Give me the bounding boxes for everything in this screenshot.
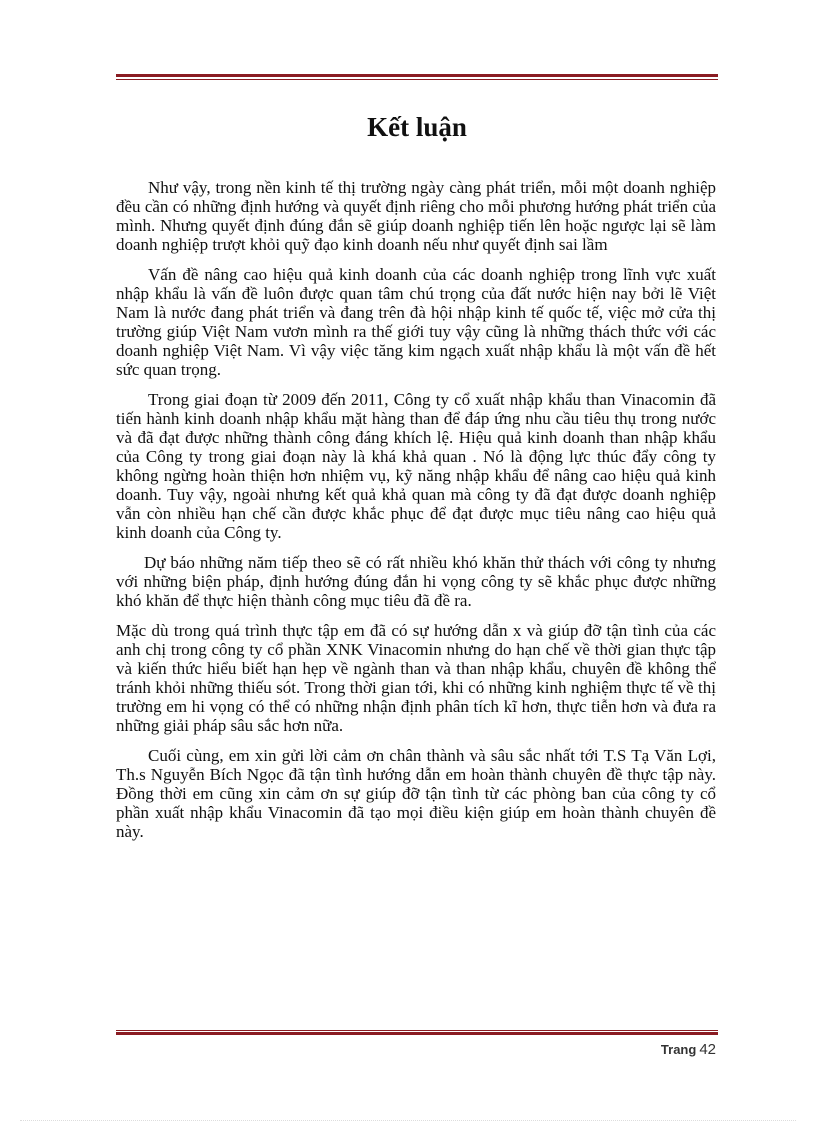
page-label: Trang [660, 1042, 697, 1057]
footer-rule-thin-line [116, 1030, 718, 1031]
paragraph-5: Mặc dù trong quá trình thực tập em đã có sự hướng dẫn x và giúp đỡ tận tình của các anh chị trong công ty cổ phần XNK Vinacomin nhưng do hạn chế về thời gian thực tập và kiến thức hiểu biết hạn hẹp về ngành than và than nhập khẩu, chuyên đề không thể tránh khỏi những thiếu sót. Trong thời gian tới, khi có những kinh nghiệm thực tế về thị trường em hi vọng có thể có những nhận định phân tích kĩ hơn, thực tiễn hơn và đưa ra những giải pháp sâu sắc hơn nữa. [116, 621, 716, 735]
paragraph-3: Trong giai đoạn từ 2009 đến 2011, Công ty cổ xuất nhập khẩu than Vinacomin đã tiến hành kinh doanh nhập khẩu mặt hàng than để đáp ứng nhu cầu tiêu thụ trong nước và đã đạt được những thành công đáng khích lệ. Hiệu quả kinh doanh than nhập khẩu của Công ty trong giai đoạn này là khá khả quan . Nó là động lực thúc đẩy công ty không ngừng hoàn thiện hơn nhiệm vụ, kỹ năng nhập khẩu để nâng cao hiệu quả kinh doanh. Tuy vậy, ngoài nhưng kết quả khả quan mà công ty đã đạt được doanh nghiệp vẫn còn nhiều hạn chế cần được khắc phục để đạt được mục tiêu nâng cao hiệu quả kinh doanh của Công ty. [116, 390, 716, 542]
page-footer [661, 1041, 716, 1059]
paragraph-1: Như vậy, trong nền kinh tế thị trường ngày càng phát triển, mỗi một doanh nghiệp đều cần có những định hướng và quyết định riêng cho mỗi phương hướng phát triển của mình. Nhưng quyết định đúng đắn sẽ giúp doanh nghiệp tiến lên hoặc ngược lại sẽ làm doanh nghiệp trượt khỏi quỹ đạo kinh doanh nếu như quyết định sai lầm [116, 178, 716, 254]
page-title: Kết luận [367, 112, 467, 142]
page-edge-divider [20, 1120, 796, 1121]
header-rule-thin-line [116, 79, 718, 80]
document-body [116, 178, 716, 852]
header-rule [116, 74, 718, 80]
paragraph-4: Dự báo những năm tiếp theo sẽ có rất nhiều khó khăn thử thách với công ty nhưng với những biện pháp, định hướng đúng đắn hi vọng công ty sẽ khắc phục được những khó khăn để thực hiện thành công mục tiêu đã đề ra. [116, 553, 716, 610]
footer-rule [116, 1030, 718, 1036]
footer-rule-thick-line [116, 1032, 718, 1035]
page-number: 42 [699, 1041, 716, 1058]
paragraph-6: Cuối cùng, em xin gửi lời cảm ơn chân thành và sâu sắc nhất tới T.S Tạ Văn Lợi, Th.s Nguyễn Bích Ngọc đã tận tình hướng dẫn em hoàn thành chuyên đề thực tập này. Đồng thời em cũng xin cảm ơn sự giúp đỡ tận tình từ các phòng ban của công ty cổ phần xuất nhập khẩu Vinacomin đã tạo mọi điều kiện giúp em hoàn thành chuyên đề này. [116, 746, 716, 841]
header-rule-thick-line [116, 74, 718, 77]
paragraph-2: Vấn đề nâng cao hiệu quả kinh doanh của các doanh nghiệp trong lĩnh vực xuất nhập khẩu là vấn đề luôn được quan tâm chú trọng của đất nước hiện nay bởi lẽ Việt Nam là nước đang phát triển và đang trên đà hội nhập kinh tế quốc tế, việc mở cửa thị trường giúp Việt Nam vươn mình ra thế giới tuy vậy cũng là những thách thức với các doanh nghiệp Việt Nam. Vì vậy việc tăng kim ngạch xuất nhập khẩu là một vấn đề hết sức quan trọng. [116, 265, 716, 379]
